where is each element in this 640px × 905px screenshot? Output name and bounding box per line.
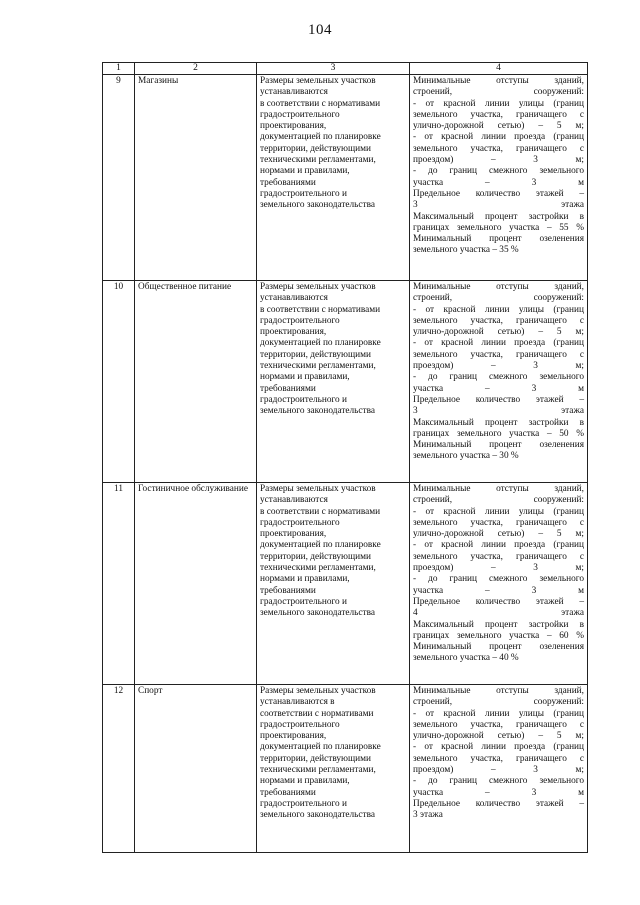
regulations-table — [102, 62, 588, 853]
limit-line: участка – 3 м — [413, 177, 584, 188]
limit-line: - от красной линии проезда (границ — [413, 742, 584, 753]
limit-line: - до границ смежного земельного — [413, 166, 584, 177]
plot-size-requirements — [257, 483, 410, 685]
limit-line: улично-дорожной сетью) – 5 м; — [413, 529, 584, 540]
requirement-line: проектирования, — [260, 731, 327, 742]
limit-line: земельного участка, граничащего с — [413, 517, 584, 528]
requirement-line: территории, действующими — [260, 753, 371, 764]
requirement-line: требованиями — [260, 787, 316, 798]
limit-line: Предельное количество этажей – — [413, 394, 584, 405]
limit-line: проездом) – 3 м; — [413, 361, 584, 372]
column-number-1: 1 — [103, 63, 135, 75]
limit-line: 3 этажа — [413, 810, 443, 821]
limit-line: - до границ смежного земельного — [413, 776, 584, 787]
limit-line: улично-дорожной сетью) – 5 м; — [413, 121, 584, 132]
table-row — [103, 281, 588, 483]
limit-line: - от красной линии улицы (границ — [413, 304, 584, 315]
requirement-line: нормами и правилами, — [260, 166, 350, 177]
requirement-line: земельного законодательства — [260, 200, 375, 211]
plot-size-requirements — [257, 75, 410, 281]
requirement-line: требованиями — [260, 177, 316, 188]
limit-line: проездом) – 3 м; — [413, 765, 584, 776]
requirement-line: устанавливаются — [260, 495, 328, 506]
limit-line: земельного участка, граничащего с — [413, 315, 584, 326]
limit-line: улично-дорожной сетью) – 5 м; — [413, 327, 584, 338]
limit-line: Предельное количество этажей – — [413, 798, 584, 809]
limit-line: земельного участка, граничащего с — [413, 349, 584, 360]
requirement-line: градостроительного и — [260, 188, 347, 199]
limit-line: улично-дорожной сетью) – 5 м; — [413, 731, 584, 742]
requirement-line: земельного законодательства — [260, 608, 375, 619]
construction-limits — [410, 685, 588, 853]
requirement-line: в соответствии с нормативами — [260, 98, 381, 109]
limit-line: строений, сооружений: — [413, 495, 584, 506]
limit-line: строений, сооружений: — [413, 293, 584, 304]
column-number-4: 4 — [410, 63, 588, 75]
limit-line: Предельное количество этажей – — [413, 188, 584, 199]
requirement-line: земельного законодательства — [260, 810, 375, 821]
requirement-line: техническими регламентами, — [260, 155, 376, 166]
table-row — [103, 75, 588, 281]
requirement-line: проектирования, — [260, 327, 327, 338]
limit-line: земельного участка, граничащего с — [413, 551, 584, 562]
requirement-line: устанавливаются — [260, 293, 328, 304]
row-number: 9 — [103, 75, 135, 281]
construction-limits — [410, 483, 588, 685]
limit-line: Минимальные отступы зданий, — [413, 686, 584, 696]
limit-line: проездом) – 3 м; — [413, 155, 584, 166]
limit-line: - до границ смежного земельного — [413, 372, 584, 383]
requirement-line: нормами и правилами, — [260, 372, 350, 383]
limit-line: 3 этажа — [413, 200, 584, 211]
land-use-type: Гостиничное обслуживание — [135, 483, 257, 685]
requirement-line: Размеры земельных участков — [260, 484, 376, 494]
limit-line: Максимальный процент застройки в — [413, 619, 584, 630]
requirement-line: Размеры земельных участков — [260, 76, 376, 86]
land-use-type: Спорт — [135, 685, 257, 853]
requirement-line: требованиями — [260, 383, 316, 394]
construction-limits — [410, 75, 588, 281]
page-number: 104 — [308, 22, 332, 38]
limit-line: границах земельного участка – 50 % — [413, 428, 584, 439]
requirement-line: документацией по планировке — [260, 338, 381, 349]
limit-line: земельного участка, граничащего с — [413, 753, 584, 764]
limit-line: земельного участка – 35 % — [413, 245, 519, 256]
limit-line: проездом) – 3 м; — [413, 563, 584, 574]
limit-line: земельного участка – 40 % — [413, 653, 519, 664]
limit-line: Максимальный процент застройки в — [413, 417, 584, 428]
table-row — [103, 483, 588, 685]
limit-line: земельного участка, граничащего с — [413, 143, 584, 154]
row-number: 12 — [103, 685, 135, 853]
limit-line: Минимальный процент озеленения — [413, 440, 584, 451]
limit-line: земельного участка, граничащего с — [413, 719, 584, 730]
limit-line: Минимальный процент озеленения — [413, 234, 584, 245]
requirement-line: градостроительного и — [260, 394, 347, 405]
limit-line: границах земельного участка – 55 % — [413, 222, 584, 233]
requirement-line: градостроительного — [260, 315, 340, 326]
requirement-line: градостроительного — [260, 109, 340, 120]
limit-line: Минимальные отступы зданий, — [413, 76, 584, 86]
requirement-line: нормами и правилами, — [260, 574, 350, 585]
requirement-line: нормами и правилами, — [260, 776, 350, 787]
limit-line: участка – 3 м — [413, 787, 584, 798]
construction-limits — [410, 281, 588, 483]
requirement-line: территории, действующими — [260, 349, 371, 360]
land-use-type: Магазины — [135, 75, 257, 281]
table-row — [103, 685, 588, 853]
limit-line: участка – 3 м — [413, 585, 584, 596]
limit-line: - от красной линии проезда (границ — [413, 338, 584, 349]
requirement-line: документацией по планировке — [260, 132, 381, 143]
plot-size-requirements — [257, 281, 410, 483]
limit-line: строений, сооружений: — [413, 87, 584, 98]
requirement-line: территории, действующими — [260, 551, 371, 562]
limit-line: Максимальный процент застройки в — [413, 211, 584, 222]
requirement-line: территории, действующими — [260, 143, 371, 154]
land-use-type: Общественное питание — [135, 281, 257, 483]
limit-line: 4 этажа — [413, 608, 584, 619]
requirement-line: документацией по планировке — [260, 742, 381, 753]
requirement-line: техническими регламентами, — [260, 765, 376, 776]
limit-line: земельного участка, граничащего с — [413, 109, 584, 120]
row-number: 10 — [103, 281, 135, 483]
requirement-line: Размеры земельных участков — [260, 282, 376, 292]
requirement-line: документацией по планировке — [260, 540, 381, 551]
limit-line: - до границ смежного земельного — [413, 574, 584, 585]
requirement-line: земельного законодательства — [260, 406, 375, 417]
row-number: 11 — [103, 483, 135, 685]
column-number-2: 2 — [135, 63, 257, 75]
limit-line: строений, сооружений: — [413, 697, 584, 708]
limit-line: - от красной линии проезда (границ — [413, 132, 584, 143]
requirement-line: градостроительного — [260, 719, 340, 730]
requirement-line: соответствии с нормативами — [260, 708, 374, 719]
requirement-line: проектирования, — [260, 121, 327, 132]
requirement-line: градостроительного и — [260, 798, 347, 809]
limit-line: Предельное количество этажей – — [413, 596, 584, 607]
limit-line: Минимальный процент озеленения — [413, 642, 584, 653]
requirement-line: требованиями — [260, 585, 316, 596]
limit-line: земельного участка – 30 % — [413, 451, 519, 462]
limit-line: - от красной линии улицы (границ — [413, 708, 584, 719]
limit-line: Минимальные отступы зданий, — [413, 484, 584, 494]
requirement-line: градостроительного и — [260, 596, 347, 607]
requirement-line: в соответствии с нормативами — [260, 506, 381, 517]
limit-line: - от красной линии улицы (границ — [413, 98, 584, 109]
limit-line: 3 этажа — [413, 406, 584, 417]
requirement-line: устанавливаются в — [260, 697, 335, 708]
requirement-line: Размеры земельных участков — [260, 686, 376, 696]
requirement-line: устанавливаются — [260, 87, 328, 98]
limit-line: - от красной линии улицы (границ — [413, 506, 584, 517]
plot-size-requirements — [257, 685, 410, 853]
requirement-line: техническими регламентами, — [260, 563, 376, 574]
limit-line: - от красной линии проезда (границ — [413, 540, 584, 551]
requirement-line: градостроительного — [260, 517, 340, 528]
limit-line: участка – 3 м — [413, 383, 584, 394]
column-number-row — [103, 63, 588, 75]
requirement-line: в соответствии с нормативами — [260, 304, 381, 315]
limit-line: границах земельного участка – 60 % — [413, 630, 584, 641]
requirement-line: техническими регламентами, — [260, 361, 376, 372]
limit-line: Минимальные отступы зданий, — [413, 282, 584, 292]
column-number-3: 3 — [257, 63, 410, 75]
requirement-line: проектирования, — [260, 529, 327, 540]
